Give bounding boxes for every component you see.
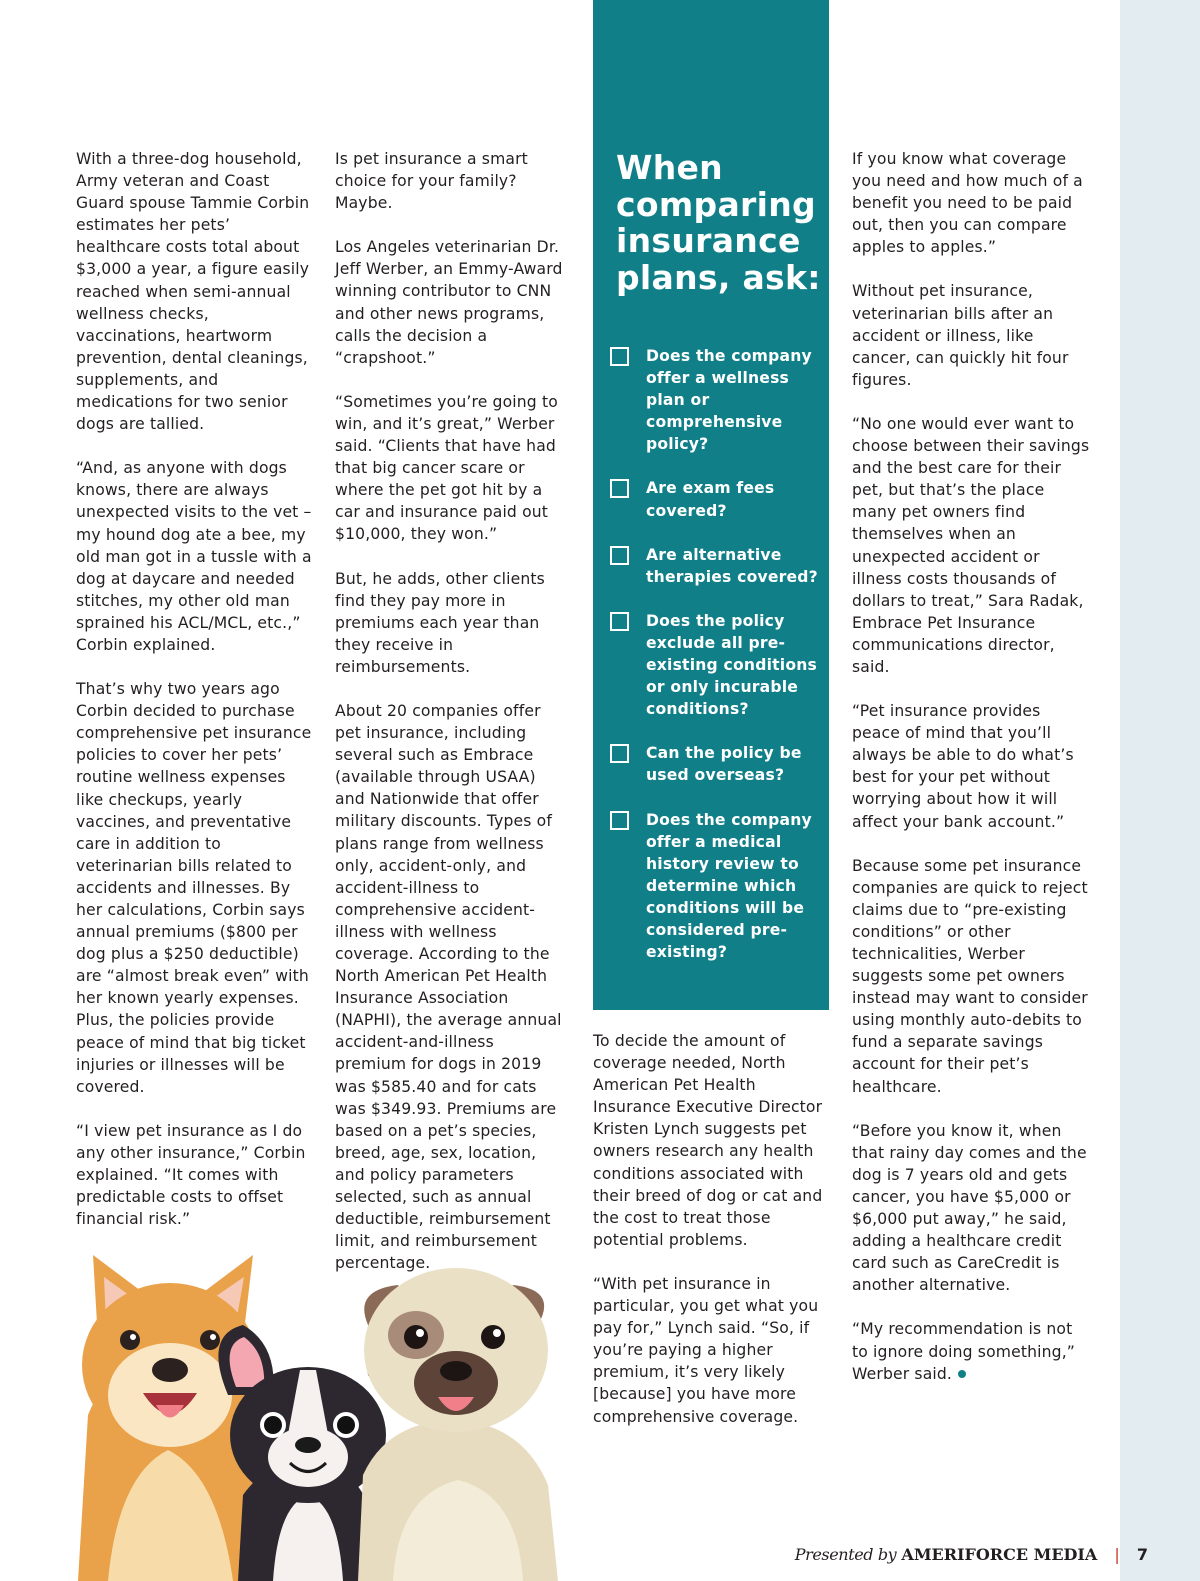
checklist-question: Does the policy exclude all pre-existing conditions or only incurable conditions? <box>646 611 818 719</box>
checklist-item <box>593 742 829 786</box>
checklist-item <box>593 610 829 720</box>
checklist-item <box>593 809 829 964</box>
checklist-sidebar <box>593 0 829 1010</box>
checkbox-icon <box>610 811 629 830</box>
article-column-2 <box>335 148 563 1296</box>
article-column-4 <box>852 148 1092 1407</box>
paragraph <box>852 1318 1092 1384</box>
paragraph: Without pet insurance, veterinarian bills after an accident or illness, like cancer, can quickly hit four figures. <box>852 282 1069 389</box>
checklist-item <box>593 544 829 588</box>
pug-dog-illustration <box>358 1268 558 1581</box>
checklist-question: Are exam fees covered? <box>646 479 775 520</box>
checklist-question: Does the company offer a medical history review to determine which conditions will be considered pre-existing? <box>646 810 812 962</box>
question-checklist <box>593 345 829 985</box>
dogs-illustration <box>68 1245 588 1581</box>
footer-separator: | <box>1114 1545 1120 1564</box>
paragraph: About 20 companies offer pet insurance, including several such as Embrace (available through USAA) and Nationwide that offer military discounts. Types of plans range from wellness only, accident-only, and accident-illness to comprehensive accident-illness with wellness coverage. According to the North American Pet Health Insurance Association (NAPHI), the average annual accident-and-illness premium for dogs in 2019 was $585.40 and for cats was $349.93. Premiums are based on a pet’s species, breed, age, sex, location, and policy parameters selected, such as annual deductible, reimbursement limit, and reimbursement percentage. <box>335 701 562 1273</box>
paragraph: That’s why two years ago Corbin decided to purchase comprehensive pet insurance policies to cover her pets’ routine wellness expenses like checkups, yearly vaccines, and preventative care in addition to veterinarian bills related to accidents and illnesses. By her calculations, Corbin says annual premiums ($800 per dog plus a $250 deductible) are “almost break even” with her known yearly expenses. Plus, the policies provide peace of mind that big ticket injuries or illnesses will be covered. <box>76 680 312 1096</box>
paragraph: With a three-dog household, Army veteran and Coast Guard spouse Tammie Corbin estimates her pets’ healthcare costs total about $3,000 a year, a figure easily reached when semi-annual wellness checks, vaccinations, heartworm prevention, dental cleanings, supplements, and medications for two senior dogs are tallied. <box>76 150 310 434</box>
paragraph: But, he adds, other clients find they pay more in premiums each year than they receive in reimbursements. <box>335 569 545 676</box>
paragraph: “With pet insurance in particular, you get what you pay for,” Lynch said. “So, if you’re paying a higher premium, it’s very likely [because] you have more comprehensive coverage. <box>593 1274 819 1426</box>
paragraph: “And, as anyone with dogs knows, there are always unexpected visits to the vet – my hound dog ate a bee, my old man got in a tussle with a dog at daycare and needed stitches, my other old man sprained his ACL/MCL, etc.,” Corbin explained. <box>76 459 312 654</box>
paragraph: “No one would ever want to choose between their savings and the best care for their pet, but that’s the place many pet owners find themselves when an unexpected accident or illness costs thousands of dollars to treat,” Sara Radak, Embrace Pet Insurance communications director, said. <box>852 414 1090 676</box>
checklist-item <box>593 345 829 455</box>
paragraph: “Pet insurance provides peace of mind that you’ll always be able to do what’s best for your pet without worrying about how it will affect your bank account.” <box>852 702 1074 831</box>
checkbox-icon <box>610 546 629 565</box>
checkbox-icon <box>610 479 629 498</box>
sidebar-title: When comparing insurance plans, ask: <box>616 148 821 297</box>
checkbox-icon <box>610 612 629 631</box>
page-number: 7 <box>1136 1545 1148 1564</box>
page-edge-strip <box>1120 0 1200 1581</box>
paragraph: Is pet insurance a smart choice for your family? Maybe. <box>335 150 528 213</box>
article-column-1 <box>76 148 312 1252</box>
paragraph: Los Angeles veterinarian Dr. Jeff Werber, an Emmy-Award winning contributor to CNN and other news programs, calls the decision a “crapshoot.” <box>335 238 563 367</box>
presented-by-label: Presented by <box>794 1545 897 1564</box>
checklist-question: Does the company offer a wellness plan or comprehensive policy? <box>646 347 812 454</box>
checklist-question: Can the policy be used overseas? <box>646 744 802 785</box>
paragraph: If you know what coverage you need and how much of a benefit you need to be paid out, then you can compare apples to apples.” <box>852 150 1083 257</box>
article-column-3 <box>593 1030 825 1450</box>
checkbox-icon <box>610 744 629 763</box>
paragraph: To decide the amount of coverage needed, North American Pet Health Insurance Executive Director Kristen Lynch suggests pet owners research any health conditions associated with their breed of dog or cat and the cost to treat those potential problems. <box>593 1032 823 1249</box>
checkbox-icon <box>610 347 629 366</box>
end-mark-icon <box>958 1370 966 1378</box>
page-footer <box>795 1545 1148 1564</box>
final-quote: “My recommendation is not to ignore doing something,” Werber said. <box>852 1320 1076 1383</box>
paragraph: “I view pet insurance as I do any other insurance,” Corbin explained. “It comes with predictable costs to offset financial risk.” <box>76 1121 306 1229</box>
checklist-question: Are alternative therapies covered? <box>646 545 818 586</box>
paragraph: Because some pet insurance companies are quick to reject claims due to “pre-existing conditions” or other technicalities, Werber suggests some pet owners instead may want to consider using monthly auto-debits to fund a separate savings account for their pet’s healthcare. <box>852 856 1088 1096</box>
paragraph: “Before you know it, when that rainy day comes and the dog is 7 years old and gets cancer, you have $5,000 or $6,000 put away,” he said, adding a healthcare credit card such as CareCredit is another alternative. <box>852 1121 1087 1295</box>
publisher-brand: AMERIFORCE MEDIA <box>901 1545 1098 1564</box>
paragraph: “Sometimes you’re going to win, and it’s great,” Werber said. “Clients that have had that big cancer scare or where the pet got hit by a car and insurance paid out $10,000, they won.” <box>335 392 558 544</box>
checklist-item <box>593 477 829 521</box>
